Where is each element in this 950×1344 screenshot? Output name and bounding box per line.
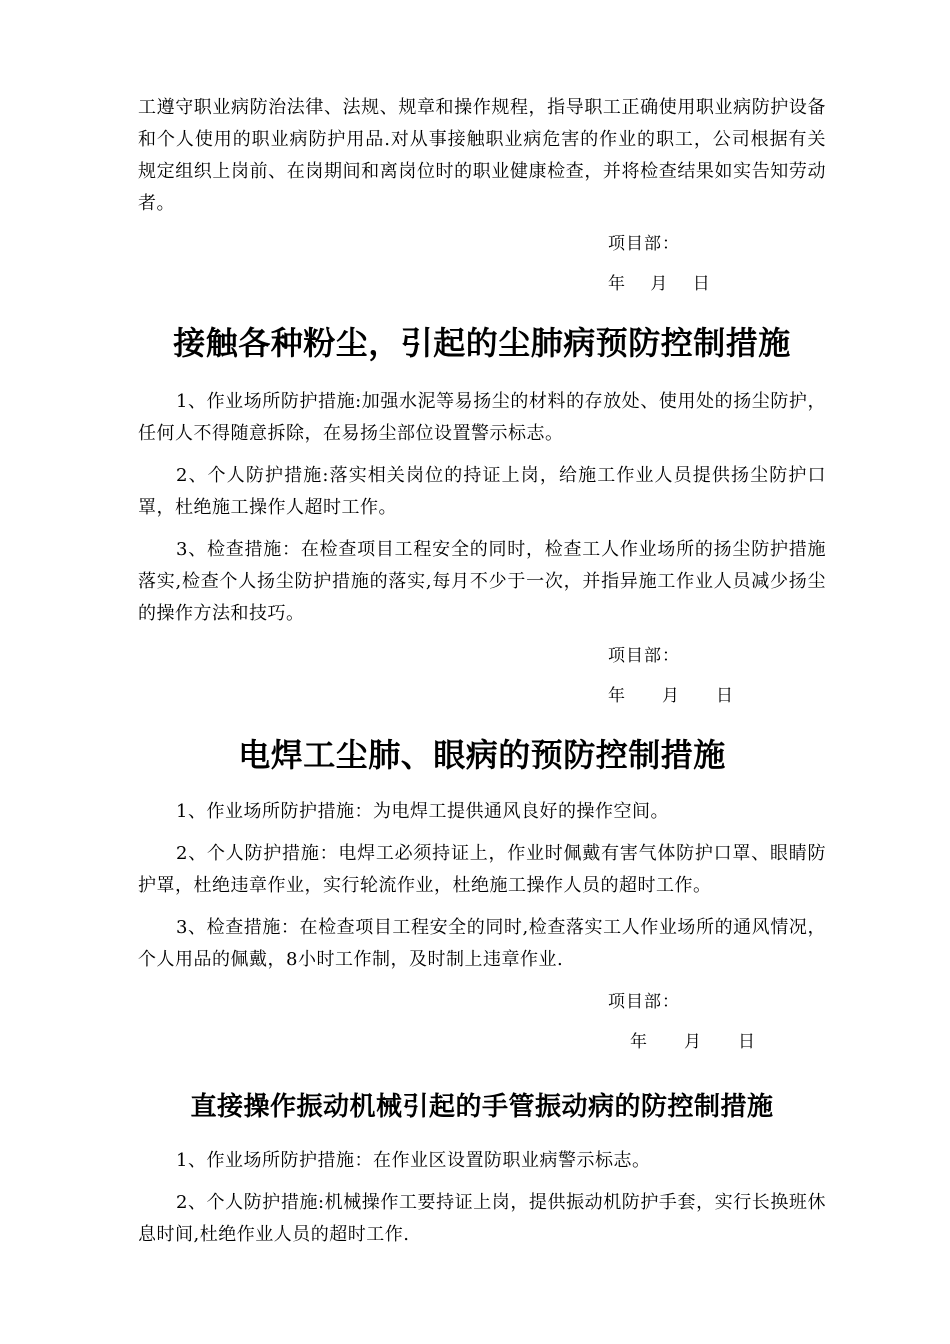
section1-paragraph-3: 3、检查措施：在检查项目工程安全的同时，检查工人作业场所的扬尘防护措施落实,检查个人扬尘防护措施的落实,每月不少于一次，并指异施工作业人员减少扬尘的操作方法和技巧。 xyxy=(138,539,826,624)
section1-title: 接触各种粉尘，引起的尘肺病预防控制措施 xyxy=(173,324,791,362)
section2-paragraph-1: 1、作业场所防护措施：为电焊工提供通风良好的操作空间。 xyxy=(176,801,669,822)
intro-signature-dept: 项目部： xyxy=(608,234,680,254)
section2-signature-dept: 项目部： xyxy=(608,992,680,1012)
document-page xyxy=(138,92,826,1251)
intro-signature-date: 年 月 日 xyxy=(608,274,711,294)
section3-paragraph-2: 2、个人防护措施:机械操作工要持证上岗，提供振动机防护手套，实行长换班休息时间,杜绝作业人员的超时工作. xyxy=(138,1192,826,1245)
section2-signature-date: 年 月 日 xyxy=(630,1032,756,1052)
intro-paragraph: 工遵守职业病防治法律、法规、规章和操作规程，指导职工正确使用职业病防护设备和个人使用的职业病防护用品.对从事接触职业病危害的作业的职工，公司根据有关规定组织上岗前、在岗期间和离岗位时的职业健康检查，并将检查结果如实告知劳动者。 xyxy=(138,97,826,214)
section2-paragraph-2: 2、个人防护措施：电焊工必须持证上，作业时佩戴有害气体防护口罩、眼睛防护罩，杜绝违章作业，实行轮流作业，杜绝施工操作人员的超时工作。 xyxy=(138,843,826,896)
section3-paragraph-1: 1、作业场所防护措施：在作业区设置防职业病警示标志。 xyxy=(176,1150,651,1171)
section3-title: 直接操作振动机械引起的手管振动病的防控制措施 xyxy=(190,1092,774,1122)
section2-title: 电焊工尘肺、眼病的预防控制措施 xyxy=(238,736,726,774)
section1-signature-dept: 项目部： xyxy=(608,646,680,666)
section2-paragraph-3: 3、检查措施：在检查项目工程安全的同时,检查落实工人作业场所的通风情况，个人用品的佩戴，8小时工作制，及时制上违章作业. xyxy=(138,917,826,970)
section1-signature-date: 年 月 日 xyxy=(608,686,734,706)
section1-paragraph-2: 2、个人防护措施:落实相关岗位的持证上岗，给施工作业人员提供扬尘防护口罩，杜绝施工操作人超时工作。 xyxy=(138,465,826,518)
section1-paragraph-1: 1、作业场所防护措施:加强水泥等易扬尘的材料的存放处、使用处的扬尘防护，任何人不得随意拆除，在易扬尘部位设置警示标志。 xyxy=(138,391,826,444)
